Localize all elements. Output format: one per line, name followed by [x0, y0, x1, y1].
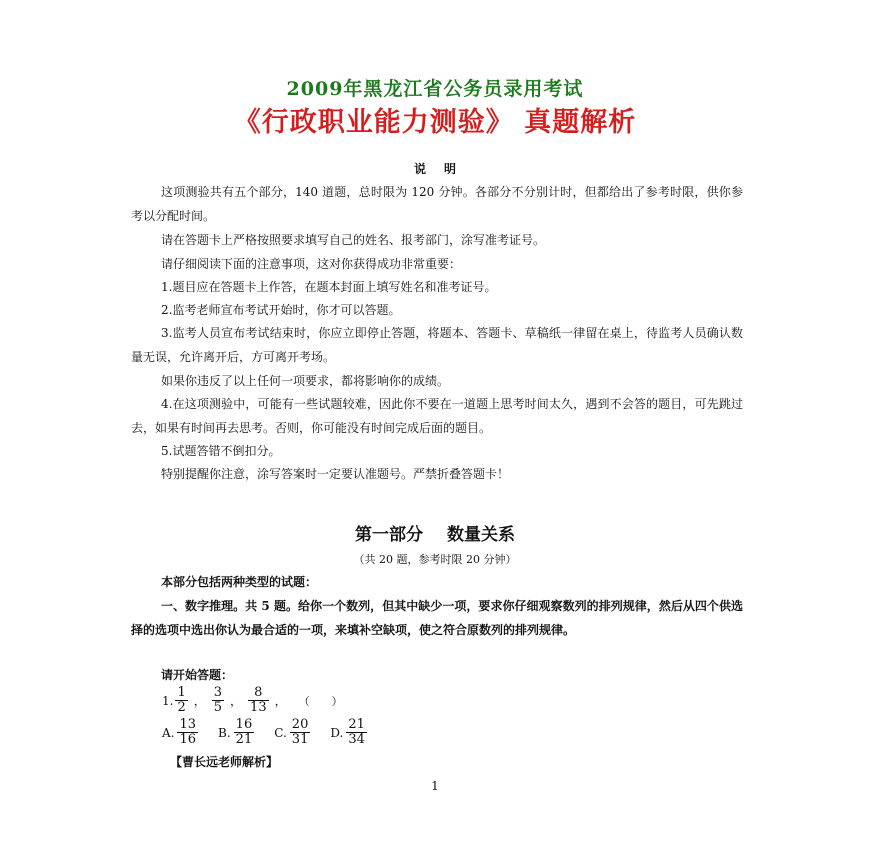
option-label: D. [330, 725, 344, 740]
denominator: 21 [235, 732, 253, 747]
denominator: 5 [213, 700, 223, 715]
notes-paragraph: 4.在这项测验中，可能有一些试题较难，因此你不要在一道题上思考时间太久，遇到不会答的题目，可先跳过去，如果有时间再去思考。否则，你可能没有时间完成后面的题目。 [131, 397, 743, 435]
numerator: 8 [254, 685, 263, 700]
numerator: 3 [213, 685, 223, 700]
question-type-description: 一、数字推理。共 5 题。给你一个数列，但其中缺少一项，要求你仔细观察数列的排列规律，然后从四个供选择的选项中选出你认为最合适的一项，来填补空缺项，使之符合原数列的排列规律。 [131, 599, 743, 637]
notes-paragraph: 3.监考人员宣布考试结束时，你应立即停止答题，将题本、答题卡、草稿纸一律留在桌上，待监考人员确认数量无误，允许离开后，方可离开考场。 [131, 326, 743, 364]
denominator: 13 [250, 700, 267, 715]
numerator: 13 [179, 717, 197, 732]
notes-paragraph: 2.监考老师宣布考试开始时，你才可以答题。 [161, 303, 401, 317]
option-label: A. [162, 725, 175, 740]
notes-paragraph: 如果你违反了以上任何一项要求，都将影响你的成绩。 [161, 374, 450, 388]
section-name: 数量关系 [446, 525, 515, 545]
question-number: 1. [162, 693, 174, 708]
section-heading [0, 520, 870, 545]
option-a [162, 718, 200, 747]
option-label: C. [274, 725, 287, 740]
option-b [218, 718, 256, 747]
option-label: B. [218, 725, 231, 740]
notes-paragraph: 1.题目应在答题卡上作答，在题本封面上填写姓名和准考证号。 [161, 280, 497, 294]
notes-paragraph: 请仔细阅读下面的注意事项，这对你获得成功非常重要： [161, 257, 462, 271]
notes-paragraph: 5.试题答错不倒扣分。 [161, 444, 281, 458]
option-fraction [177, 718, 198, 747]
numerator: 1 [177, 685, 186, 700]
option-d [330, 718, 369, 747]
option-fraction [234, 718, 255, 747]
term-separator: ， [274, 694, 287, 708]
main-title: 《行政职业能力测验》 真题解析 [233, 107, 637, 138]
answer-blank: （ ） [298, 694, 343, 708]
term-separator: ， [193, 694, 206, 708]
page-number: 1 [431, 779, 439, 793]
notes-paragraph: 请在答题卡上严格按照要求填写自己的姓名、报考部门，涂写准考证号。 [161, 233, 546, 247]
notes-paragraph: 特别提醒你注意，涂写答案时一定要认准题号。严禁折叠答题卡！ [161, 467, 510, 481]
numerator: 20 [291, 717, 309, 732]
denominator: 16 [179, 732, 197, 747]
notes-paragraph: 这项测验共有五个部分，140 道题，总时限为 120 分钟。各部分不分别计时，但都给出了参考时限，供你参考以分配时间。 [131, 185, 743, 223]
sequence-term [248, 686, 269, 715]
option-fraction [290, 718, 311, 747]
denominator: 34 [348, 732, 365, 747]
numerator: 16 [235, 717, 253, 732]
denominator: 2 [177, 700, 186, 715]
option-c [274, 718, 312, 747]
exam-title: 2009年黑龙江省公务员录用考试 [286, 78, 584, 100]
question-1 [162, 686, 343, 715]
sequence-term [212, 686, 224, 715]
denominator: 31 [291, 732, 309, 747]
numerator: 21 [348, 717, 365, 732]
answer-options [162, 718, 387, 747]
section-part: 第一部分 [355, 525, 424, 545]
start-instruction: 请开始答题： [161, 668, 234, 682]
section-subtitle: （共 20 题，参考时限 20 分钟） [353, 553, 517, 566]
notes-heading: 说明 [413, 162, 474, 176]
section-intro: 本部分包括两种类型的试题： [161, 575, 318, 589]
option-fraction [346, 718, 367, 747]
analysis-heading: 【曹长远老师解析】 [170, 755, 279, 769]
term-separator: ， [230, 694, 243, 708]
sequence-term [175, 686, 187, 715]
